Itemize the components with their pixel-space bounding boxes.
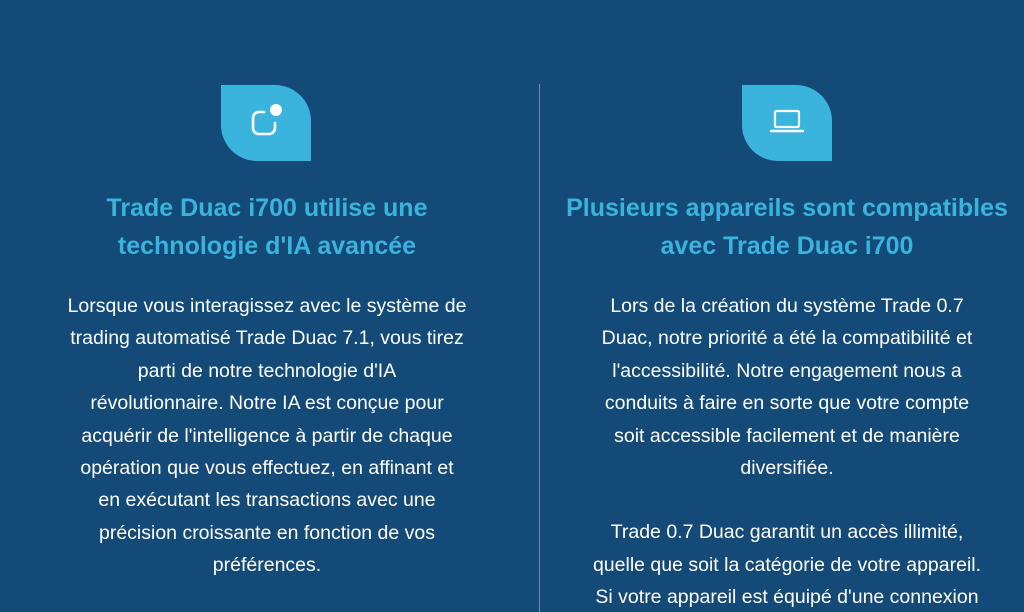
- text-line: préférences.: [212, 554, 322, 577]
- text-line: soit accessible facilement et de manière: [614, 424, 960, 447]
- feature-icon-tile: [742, 85, 832, 161]
- paragraph: [560, 516, 1014, 612]
- chat-bubble-notification-icon: [246, 101, 286, 146]
- text-line: Duac, notre priorité a été la compatibilité et: [601, 327, 973, 350]
- text-line: en exécutant les transactions avec une: [98, 489, 436, 512]
- text-line: diversifiée.: [740, 457, 834, 480]
- title-line: Plusieurs appareils sont compatibles: [566, 194, 1008, 222]
- text-line: opération que vous effectuez, en affinant et: [80, 457, 454, 480]
- feature-title: [560, 189, 1014, 265]
- text-line: Lors de la création du système Trade 0.7: [610, 295, 964, 317]
- paragraph-spacer: [560, 484, 1014, 516]
- text-line: trading automatisé Trade Duac 7.1, vous tirez: [70, 327, 464, 350]
- text-line: conduits à faire en sorte que votre compte: [604, 392, 970, 415]
- laptop-icon: [767, 101, 807, 146]
- feature-icon-tile: [221, 85, 311, 161]
- paragraph: [560, 290, 1014, 484]
- text-line: révolutionnaire. Notre IA est conçue pour: [90, 392, 444, 415]
- text-line: précision croissante en fonction de vos: [98, 521, 436, 544]
- text-line: Trade 0.7 Duac garantit un accès illimité,: [610, 521, 964, 544]
- text-line: Lorsque vous interagissez avec le système de: [67, 295, 467, 317]
- title-line: Trade Duac i700 utilise une: [106, 194, 428, 222]
- title-line: technologie d'IA avancée: [117, 232, 417, 260]
- text-line: l'accessibilité. Notre engagement nous a: [612, 359, 962, 382]
- column-divider: [539, 84, 540, 612]
- text-line: parti de notre technologie d'IA: [137, 359, 397, 382]
- feature-description: [46, 290, 488, 582]
- text-line: Si votre appareil est équipé d'une connexion: [595, 586, 979, 609]
- feature-description: [560, 290, 1014, 612]
- feature-title: [46, 189, 488, 265]
- text-line: acquérir de l'intelligence à partir de chaque: [81, 424, 453, 447]
- title-line: avec Trade Duac i700: [660, 232, 914, 260]
- text-line: quelle que soit la catégorie de votre appareil.: [592, 553, 982, 576]
